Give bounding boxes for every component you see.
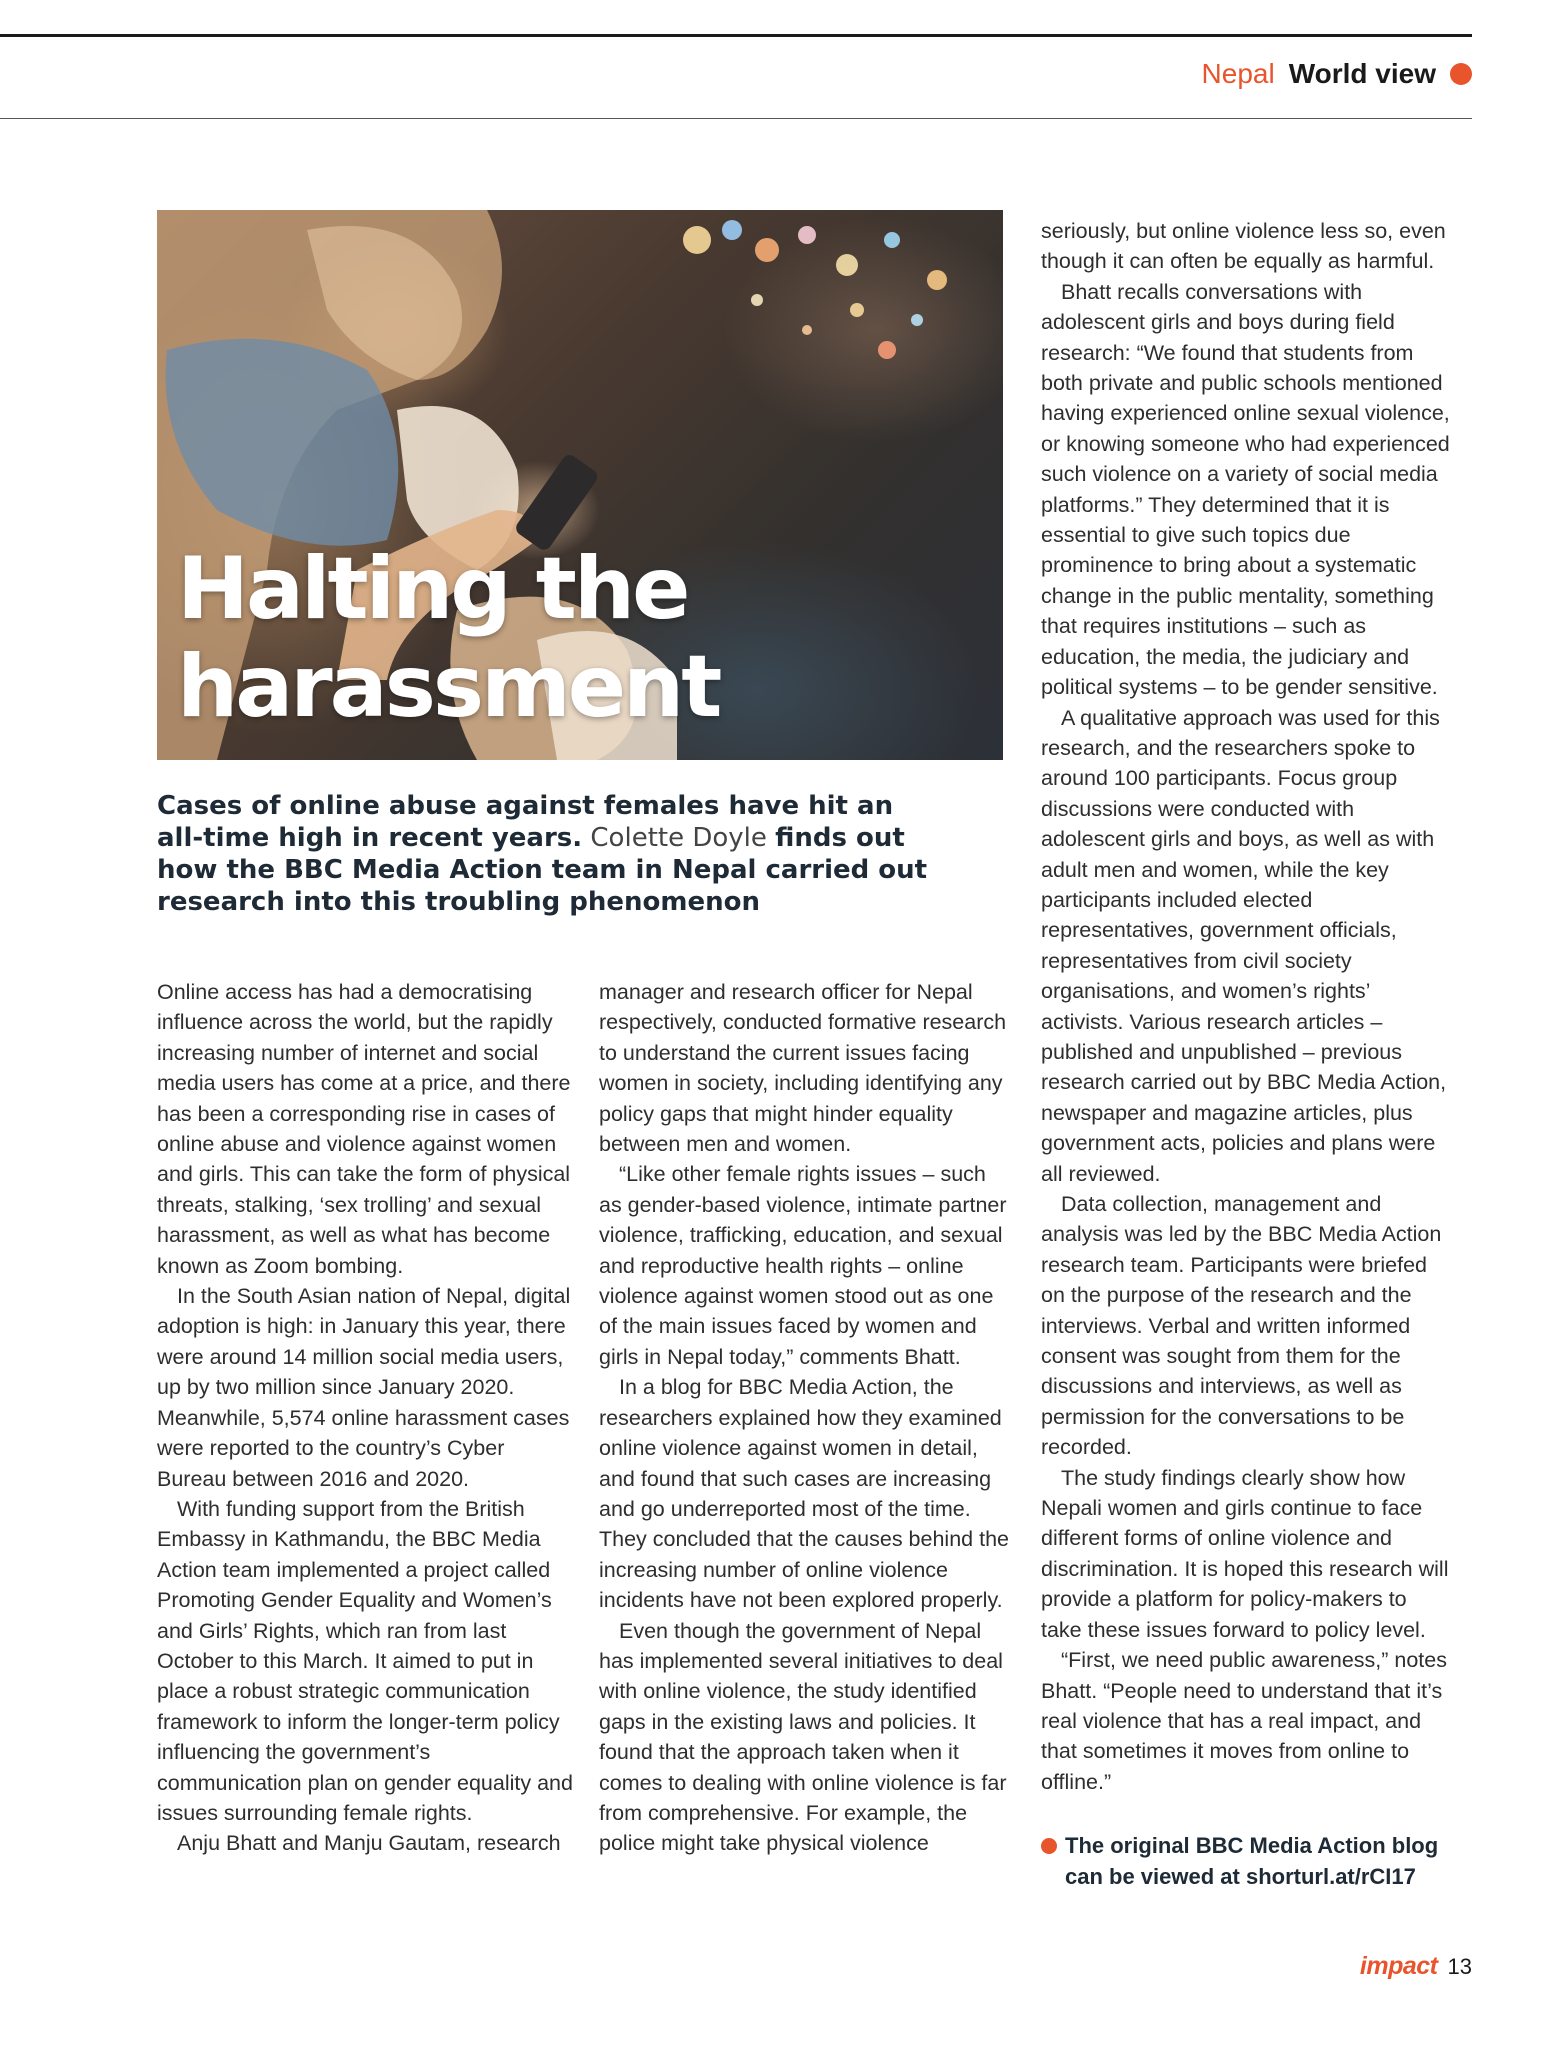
body-column-1 xyxy=(157,977,577,1859)
paragraph: Anju Bhatt and Manju Gautam, research xyxy=(177,1831,561,1856)
header-rule xyxy=(0,118,1472,119)
section-title: World view xyxy=(1288,58,1436,89)
paragraph: A qualitative approach was used for this research, and the researchers spoke to around 100 participants. Focus group discussions were conducted with adolescent girls and boys, as well as with adult men and women, while the key participants included elected representatives, government officials, representatives from civil society organisations, and women’s rights’ activists. Various research articles – published and unpublished – previous research carried out by BBC Media Action, newspaper and magazine articles, plus government acts, policies and plans were all reviewed. xyxy=(1041,705,1447,1186)
paragraph: seriously, but online violence less so, even though it can often be equally as harmful. xyxy=(1041,219,1446,274)
paragraph: “First, we need public awareness,” notes Bhatt. “People need to understand that it’s real violence that has a real impact, and that sometimes it moves from online to offline.” xyxy=(1041,1648,1447,1794)
paragraph: Online access has had a democratising influence across the world, but the rapidly increasing number of internet and social media users has come at a price, and there has been a corresponding rise in cases of online abuse and violence against women and girls. This can take the form of physical threats, stalking, ‘sex trolling’ and sexual harassment, as well as what has become known as Zoom bombing. xyxy=(157,980,571,1278)
paragraph: The study findings clearly show how Nepali women and girls continue to face different forms of online violence and discrimination. It is hoped this research will provide a platform for policy-makers to take these issues forward to policy level. xyxy=(1041,1465,1449,1642)
author-name: Colette Doyle xyxy=(590,823,767,853)
bullet-dot-icon xyxy=(1041,1838,1057,1854)
top-rule xyxy=(0,34,1472,37)
standfirst-part-2: finds out how the BBC Media Action team in Nepal carried out research into this troubling phenomenon xyxy=(157,823,928,917)
paragraph: “Like other female rights issues – such as gender-based violence, intimate partner violence, trafficking, education, and sexual and reproductive health rights – online violence against women stood out as one of the main issues faced by women and girls in Nepal today,” comments Bhatt. xyxy=(599,1162,1007,1369)
paragraph: Even though the government of Nepal has implemented several initiatives to deal with online violence, the study identified gaps in the existing laws and policies. It found that the approach taken when it comes to dealing with online violence is far from comprehensive. For example, the police might take physical violence xyxy=(599,1618,1007,1856)
magazine-logo: impact xyxy=(1359,1952,1438,1980)
blog-reference-text: The original BBC Media Action blog can be viewed at shorturl.at/rCI17 xyxy=(1065,1833,1439,1889)
standfirst xyxy=(157,790,937,918)
paragraph: In the South Asian nation of Nepal, digital adoption is high: in January this year, there were around 14 million social media users, up by two million since January 2020. Meanwhile, 5,574 online harassment cases were reported to the country’s Cyber Bureau between 2016 and 2020. xyxy=(157,1284,571,1491)
paragraph: With funding support from the British Embassy in Kathmandu, the BBC Media Action team implemented a project called Promoting Gender Equality and Women’s and Girls’ Rights, which ran from last October to this March. It aimed to put in place a robust strategic communication framework to inform the longer-term policy influencing the government’s communication plan on gender equality and issues surrounding female rights. xyxy=(157,1496,573,1825)
headline-line-1: Halting the xyxy=(177,539,688,639)
header-dot-icon xyxy=(1450,63,1472,85)
paragraph: manager and research officer for Nepal respectively, conducted formative research to understand the current issues facing women in society, including identifying any policy gaps that might hinder equality between men and women. xyxy=(599,980,1007,1157)
paragraph: Bhatt recalls conversations with adolescent girls and boys during field research: “We found that students from both private and public schools mentioned having experienced online sexual violence, or knowing someone who had experienced such violence on a variety of social media platforms.” They determined that it is essential to give such topics due prominence to bring about a systematic change in the public mentality, something that requires institutions – such as education, the media, the judiciary and political systems – to be gender sensitive. xyxy=(1041,279,1450,700)
body-column-2 xyxy=(599,977,1009,1859)
paragraph: In a blog for BBC Media Action, the researchers explained how they examined online violence against women in detail, and found that such cases are increasing and go underreported most of the time. They concluded that the causes behind the increasing number of online violence incidents have not been explored properly. xyxy=(599,1375,1009,1613)
body-column-3 xyxy=(1041,216,1451,1797)
page-footer xyxy=(1360,1952,1472,1981)
blog-reference-note xyxy=(1041,1830,1461,1892)
section-name: Nepal xyxy=(1201,58,1275,89)
headline-line-2: harassment xyxy=(177,637,720,737)
page-number: 13 xyxy=(1447,1954,1472,1979)
running-header xyxy=(1202,58,1472,90)
paragraph: Data collection, management and analysis was led by the BBC Media Action research team. Participants were briefed on the purpose of the research and the interviews. Verbal and written informed consent was sought from them for the discussions and interviews, as well as permission for the conversations to be recorded. xyxy=(1041,1192,1442,1460)
standfirst-part-1: Cases of online abuse against females have hit an all-time high in recent years. xyxy=(157,791,894,853)
article-headline xyxy=(177,540,719,736)
hero-image xyxy=(157,210,1003,760)
